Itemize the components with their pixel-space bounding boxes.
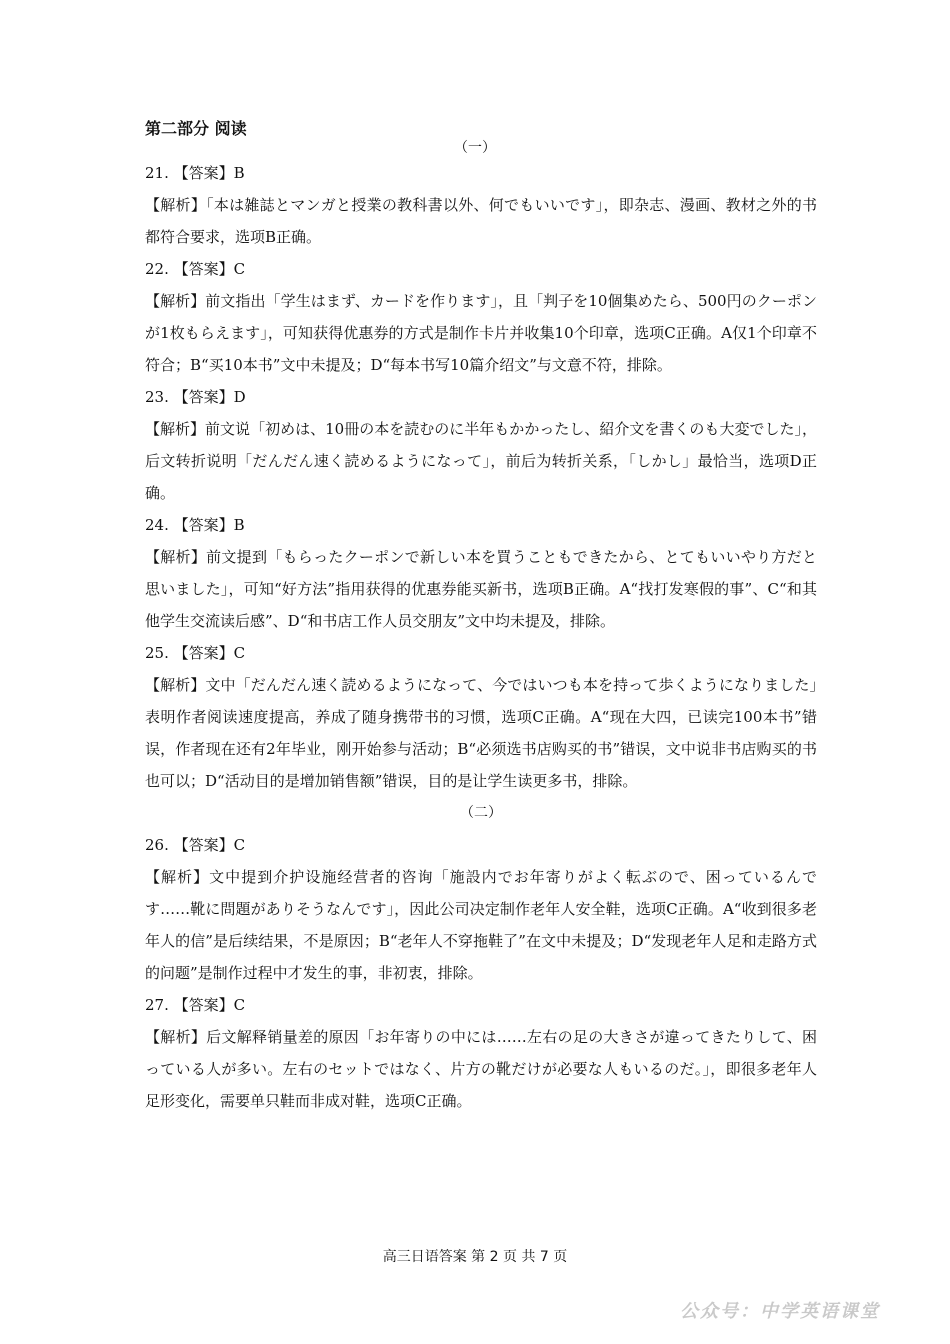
answer-block [145, 381, 817, 509]
answer-explanation: 【解析】前文说「初めは、10冊の本を読むのに半年もかかったし、紹介文を書くのも大変でした」，后文转折说明「だんだん速く読めるようになって」，前后为转折关系，「しかし」最恰当，选项D正确。 [145, 420, 817, 502]
answer-block [145, 829, 817, 989]
answer-explanation: 【解析】文中提到介护设施经营者的咨询「施設内でお年寄りがよく転ぶので、困っているんです……靴に問題がありそうなんです」，因此公司决定制作老年人安全鞋，选项C正确。A“收到很多老年人的信”是后续结果，不是原因；B“老年人不穿拖鞋了”在文中未提及；D“发现老年人足和走路方式的问题”是制作过程中才发生的事，非初衷，排除。 [145, 868, 817, 982]
question-answer: 24. 【答案】B [145, 516, 245, 534]
answer-explanation: 【解析】前文指出「学生はまず、カードを作ります」，且「判子を10個集めたら、500円のクーポンが1枚もらえます」，可知获得优惠券的方式是制作卡片并收集10个印章，选项C正确。A仅1个印章不符合；B“买10本书”文中未提及；D“每本书写10篇介绍文”与文意不符，排除。 [145, 292, 817, 374]
question-answer: 26. 【答案】C [145, 836, 246, 854]
answer-block [145, 509, 817, 637]
question-answer: 27. 【答案】C [145, 996, 246, 1014]
question-answer: 25. 【答案】C [145, 644, 246, 662]
answer-explanation: 【解析】前文提到「もらったクーポンで新しい本を買うこともできたから、とてもいいやり方だと思いました」，可知“好方法”指用获得的优惠券能买新书，选项B正确。A“找打发寒假的事”、C“和其他学生交流读后感”、D“和书店工作人员交朋友”文中均未提及，排除。 [145, 548, 817, 630]
answer-block [145, 157, 817, 253]
watermark: 公众号：中学英语课堂 [680, 1301, 880, 1322]
subsection-heading-1: （一） [454, 140, 496, 156]
page-footer: 高三日语答案 第 2 页 共 7 页 [382, 1249, 568, 1265]
answer-block [145, 637, 817, 797]
question-answer: 23. 【答案】D [145, 388, 246, 406]
answer-explanation: 【解析】「本は雑誌とマンガと授業の教科書以外、何でもいいです」，即杂志、漫画、教材之外的书都符合要求，选项B正确。 [145, 196, 817, 246]
answer-content [145, 157, 817, 1117]
question-answer: 21. 【答案】B [145, 164, 245, 182]
section-title: 第二部分 阅读 [145, 119, 247, 138]
question-answer: 22. 【答案】C [145, 260, 246, 278]
answer-block [145, 253, 817, 381]
answer-block [145, 989, 817, 1117]
answer-explanation: 【解析】后文解释销量差的原因「お年寄りの中には……左右の足の大きさが違ってきたりして、困っている人が多い。左右のセットではなく、片方の靴だけが必要な人もいるのだ。」，即很多老年人足形变化，需要单只鞋而非成对鞋，选项C正确。 [145, 1028, 817, 1110]
subsection-heading-2: （二） [460, 805, 502, 821]
answer-explanation: 【解析】文中「だんだん速く読めるようになって、今ではいつも本を持って歩くようになりました」表明作者阅读速度提高，养成了随身携带书的习惯，选项C正确。A“现在大四，已读完100本书”错误，作者现在还有2年毕业，刚开始参与活动；B“必须选书店购买的书”错误，文中说非书店购买的书也可以；D“活动目的是增加销售额”错误，目的是让学生读更多书，排除。 [145, 676, 817, 790]
